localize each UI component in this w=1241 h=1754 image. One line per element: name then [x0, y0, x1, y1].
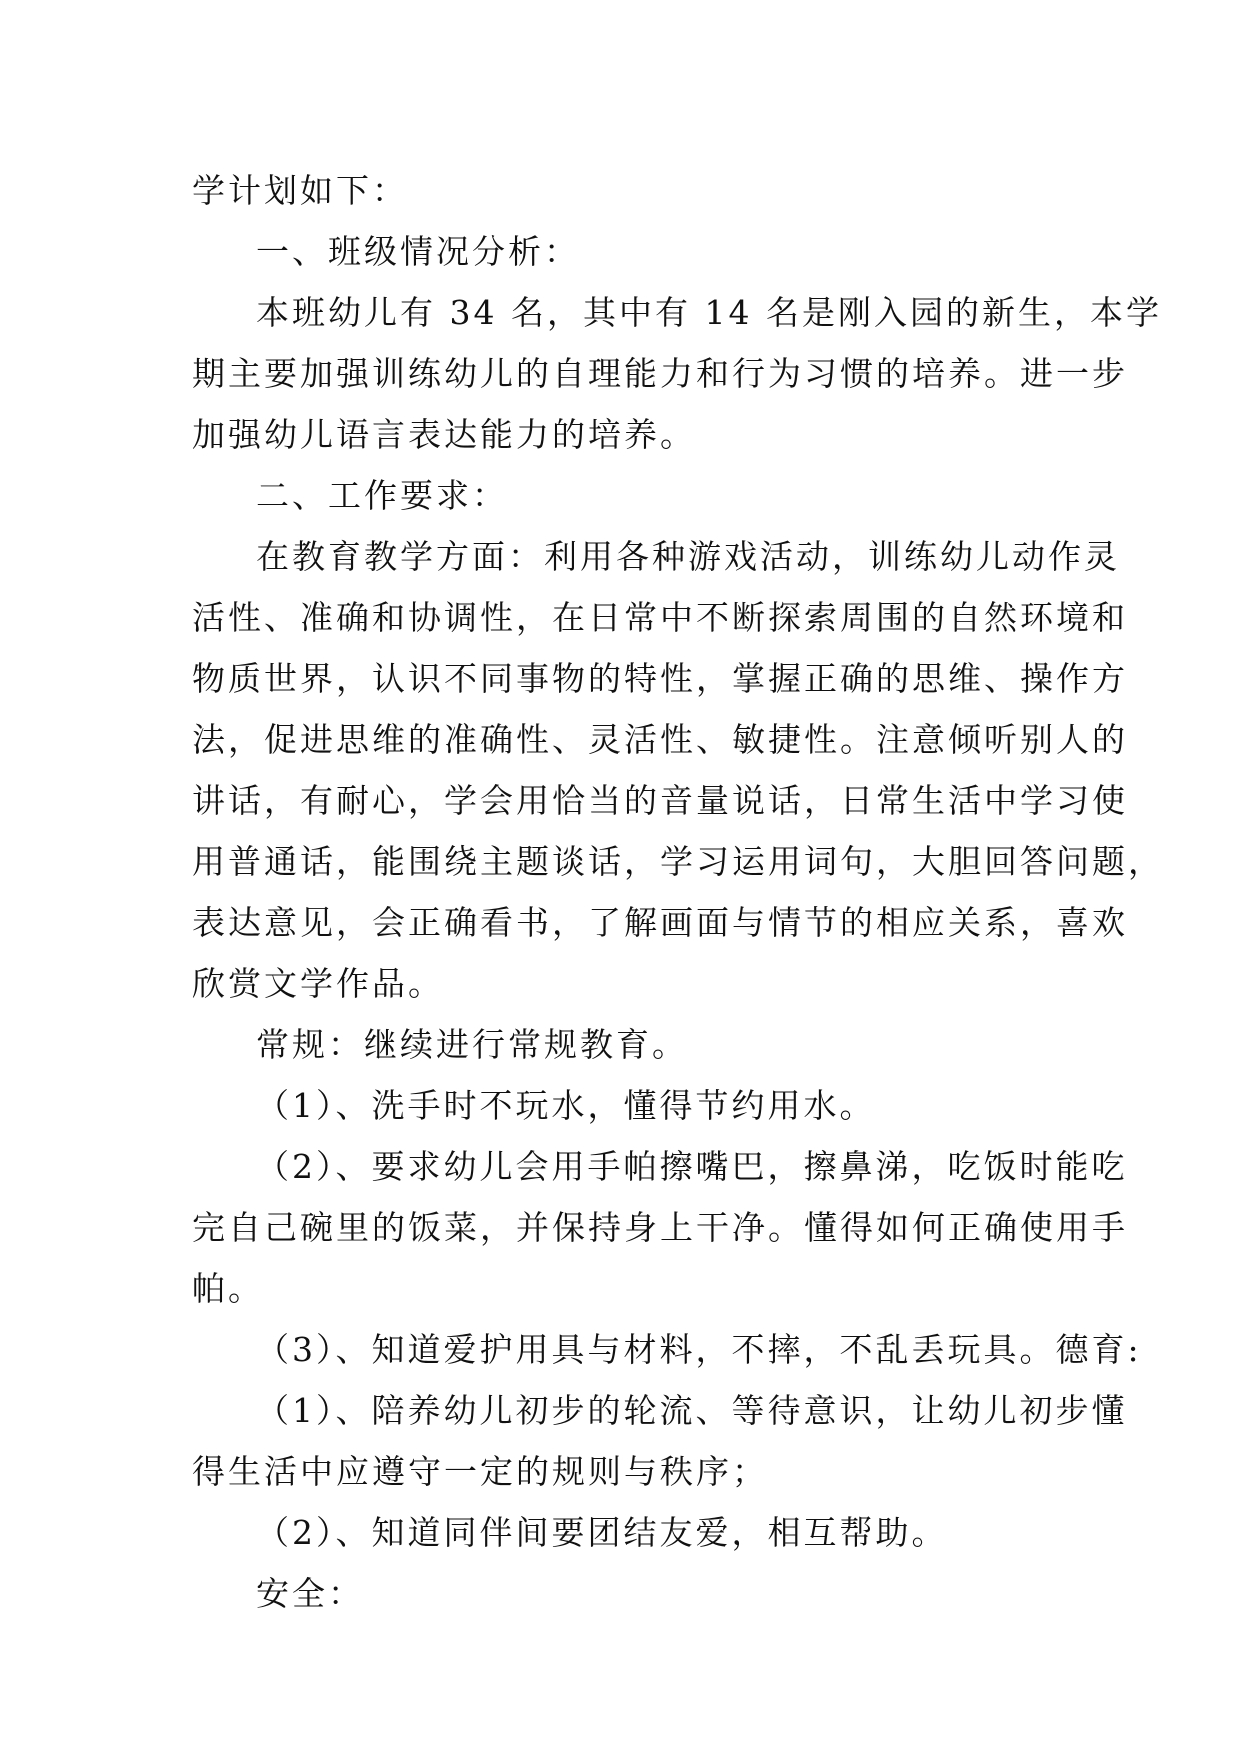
text-line: 学计划如下： — [192, 171, 408, 210]
text-line: 一、班级情况分析： — [256, 232, 580, 271]
text-line: 本班幼儿有 34 名，其中有 14 名是刚入园的新生，本学 — [256, 293, 1162, 332]
text-line: （1）、陪养幼儿初步的轮流、等待意识，让幼儿初步懂 — [256, 1391, 1128, 1430]
text-line: 活性、准确和协调性，在日常中不断探索周围的自然环境和 — [192, 598, 1128, 637]
text-line: （2）、知道同伴间要团结友爱，相互帮助。 — [256, 1513, 948, 1552]
text-line: （3）、知道爱护用具与材料，不摔，不乱丢玩具。德育: — [256, 1330, 1142, 1369]
text-line: 物质世界，认识不同事物的特性，掌握正确的思维、操作方 — [192, 659, 1128, 698]
text-line: 帕。 — [192, 1269, 264, 1308]
text-line: 欣赏文学作品。 — [192, 964, 444, 1003]
text-line: 完自己碗里的饭菜，并保持身上干净。懂得如何正确使用手 — [192, 1208, 1128, 1247]
text-line: 得生活中应遵守一定的规则与秩序； — [192, 1452, 768, 1491]
text-line: （1）、洗手时不玩水，懂得节约用水。 — [256, 1086, 876, 1125]
text-line: 用普通话，能围绕主题谈话，学习运用词句，大胆回答问题， — [192, 842, 1164, 881]
text-line: 常规：继续进行常规教育。 — [256, 1025, 688, 1064]
text-line: 二、工作要求： — [256, 476, 508, 515]
text-line: 期主要加强训练幼儿的自理能力和行为习惯的培养。进一步 — [192, 354, 1128, 393]
text-line: 加强幼儿语言表达能力的培养。 — [192, 415, 696, 454]
text-line: 法，促进思维的准确性、灵活性、敏捷性。注意倾听别人的 — [192, 720, 1128, 759]
text-line: 讲话，有耐心，学会用恰当的音量说话，日常生活中学习使 — [192, 781, 1128, 820]
text-line: （2）、要求幼儿会用手帕擦嘴巴，擦鼻涕，吃饭时能吃 — [256, 1147, 1128, 1186]
document-body — [192, 160, 1164, 1624]
text-line: 安全： — [256, 1574, 364, 1613]
text-line: 表达意见，会正确看书，了解画面与情节的相应关系，喜欢 — [192, 903, 1128, 942]
text-line: 在教育教学方面：利用各种游戏活动，训练幼儿动作灵 — [256, 537, 1120, 576]
